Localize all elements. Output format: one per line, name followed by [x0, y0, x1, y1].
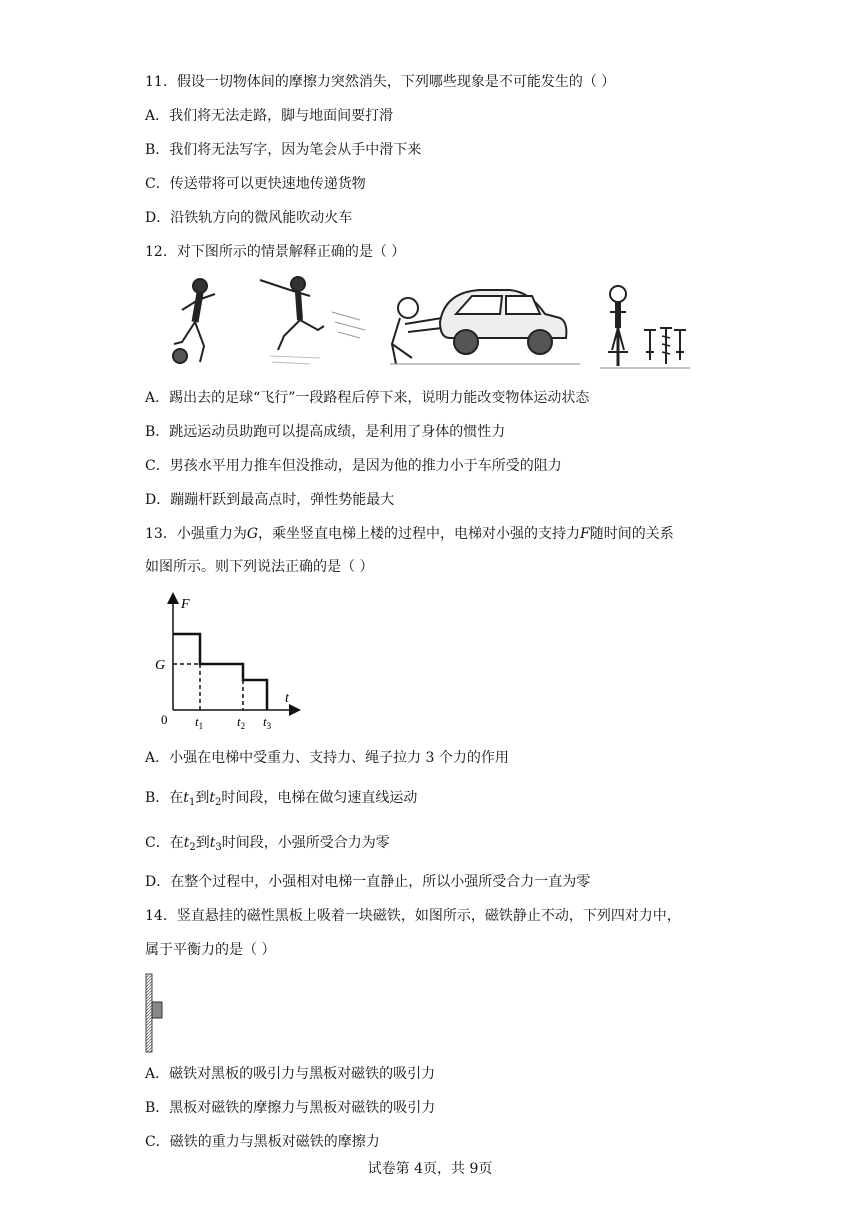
- magnet: [152, 1002, 162, 1018]
- force-curve: [173, 634, 267, 710]
- q12-illustration: [160, 272, 700, 372]
- q13-option-c: C．在$t_2$到$t_3$时间段，小强所受合力为零: [145, 835, 390, 853]
- q13-option-a: A．小强在电梯中受重力、支持力、绳子拉力 3 个力的作用: [145, 750, 509, 766]
- soccer-player-figure: [173, 279, 215, 363]
- q14-stem-line1: 14．竖直悬挂的磁性黑板上吸着一块磁铁，如图所示，磁铁静止不动，下列四对力中，: [145, 908, 681, 924]
- g-label: G: [155, 658, 166, 673]
- q14-option-b: B．黑板对磁铁的摩擦力与黑板对磁铁的吸引力: [145, 1100, 436, 1116]
- q13-option-b: B．在$t_1$到$t_2$时间段，电梯在做匀速直线运动: [145, 790, 418, 808]
- q13-stem-line1: 13．小强重力为G，乘坐竖直电梯上楼的过程中，电梯对小强的支持力F随时间的关系: [145, 526, 674, 542]
- q14-option-c: C．磁铁的重力与黑板对磁铁的摩擦力: [145, 1134, 380, 1150]
- boy-pushing-car-figure: [390, 290, 580, 364]
- q12-stem: 12．对下图所示的情景解释正确的是（ ）: [145, 244, 406, 260]
- q14-option-a: A．磁铁对黑板的吸引力与黑板对磁铁的吸引力: [145, 1066, 436, 1082]
- q12-option-c: C．男孩水平用力推车但没推动，是因为他的推力小于车所受的阻力: [145, 458, 562, 474]
- q13-force-time-graph: [155, 590, 305, 730]
- t2-label: $t_2$: [237, 714, 246, 730]
- long-jumper-figure: [260, 277, 365, 364]
- t1-label: $t_1$: [195, 714, 204, 730]
- q11-option-d: D．沿铁轨方向的微风能吹动火车: [145, 210, 353, 226]
- axis-label-t: t: [285, 691, 289, 706]
- q14-blackboard-magnet-figure: [143, 972, 173, 1054]
- q13-option-d: D．在整个过程中，小强相对电梯一直静止，所以小强所受合力一直为零: [145, 874, 591, 890]
- axis-label-f: F: [181, 597, 190, 612]
- q12-option-a: A．踢出去的足球“飞行”一段路程后停下来，说明力能改变物体运动状态: [145, 390, 590, 406]
- q12-option-b: B．跳远运动员助跑可以提高成绩，是利用了身体的惯性力: [145, 424, 506, 440]
- blackboard: [146, 974, 152, 1052]
- t3-label: $t_3$: [263, 714, 272, 730]
- q11-option-c: C．传送带将可以更快速地传递货物: [145, 176, 366, 192]
- q11-stem: 11．假设一切物体间的摩擦力突然消失，下列哪些现象是不可能发生的（ ）: [145, 74, 616, 90]
- q11-option-b: B．我们将无法写字，因为笔会从手中滑下来: [145, 142, 422, 158]
- q14-stem-line2: 属于平衡力的是（ ）: [145, 942, 276, 958]
- pogo-stick-figure: [600, 286, 690, 368]
- q13-stem-line2: 如图所示。则下列说法正确的是（ ）: [145, 559, 374, 575]
- page-footer: 试卷第 4页，共 9页: [367, 1161, 493, 1177]
- origin-label: 0: [161, 712, 168, 727]
- q12-option-d: D．蹦蹦杆跃到最高点时，弹性势能最大: [145, 492, 395, 508]
- q11-option-a: A．我们将无法走路，脚与地面间要打滑: [145, 108, 394, 124]
